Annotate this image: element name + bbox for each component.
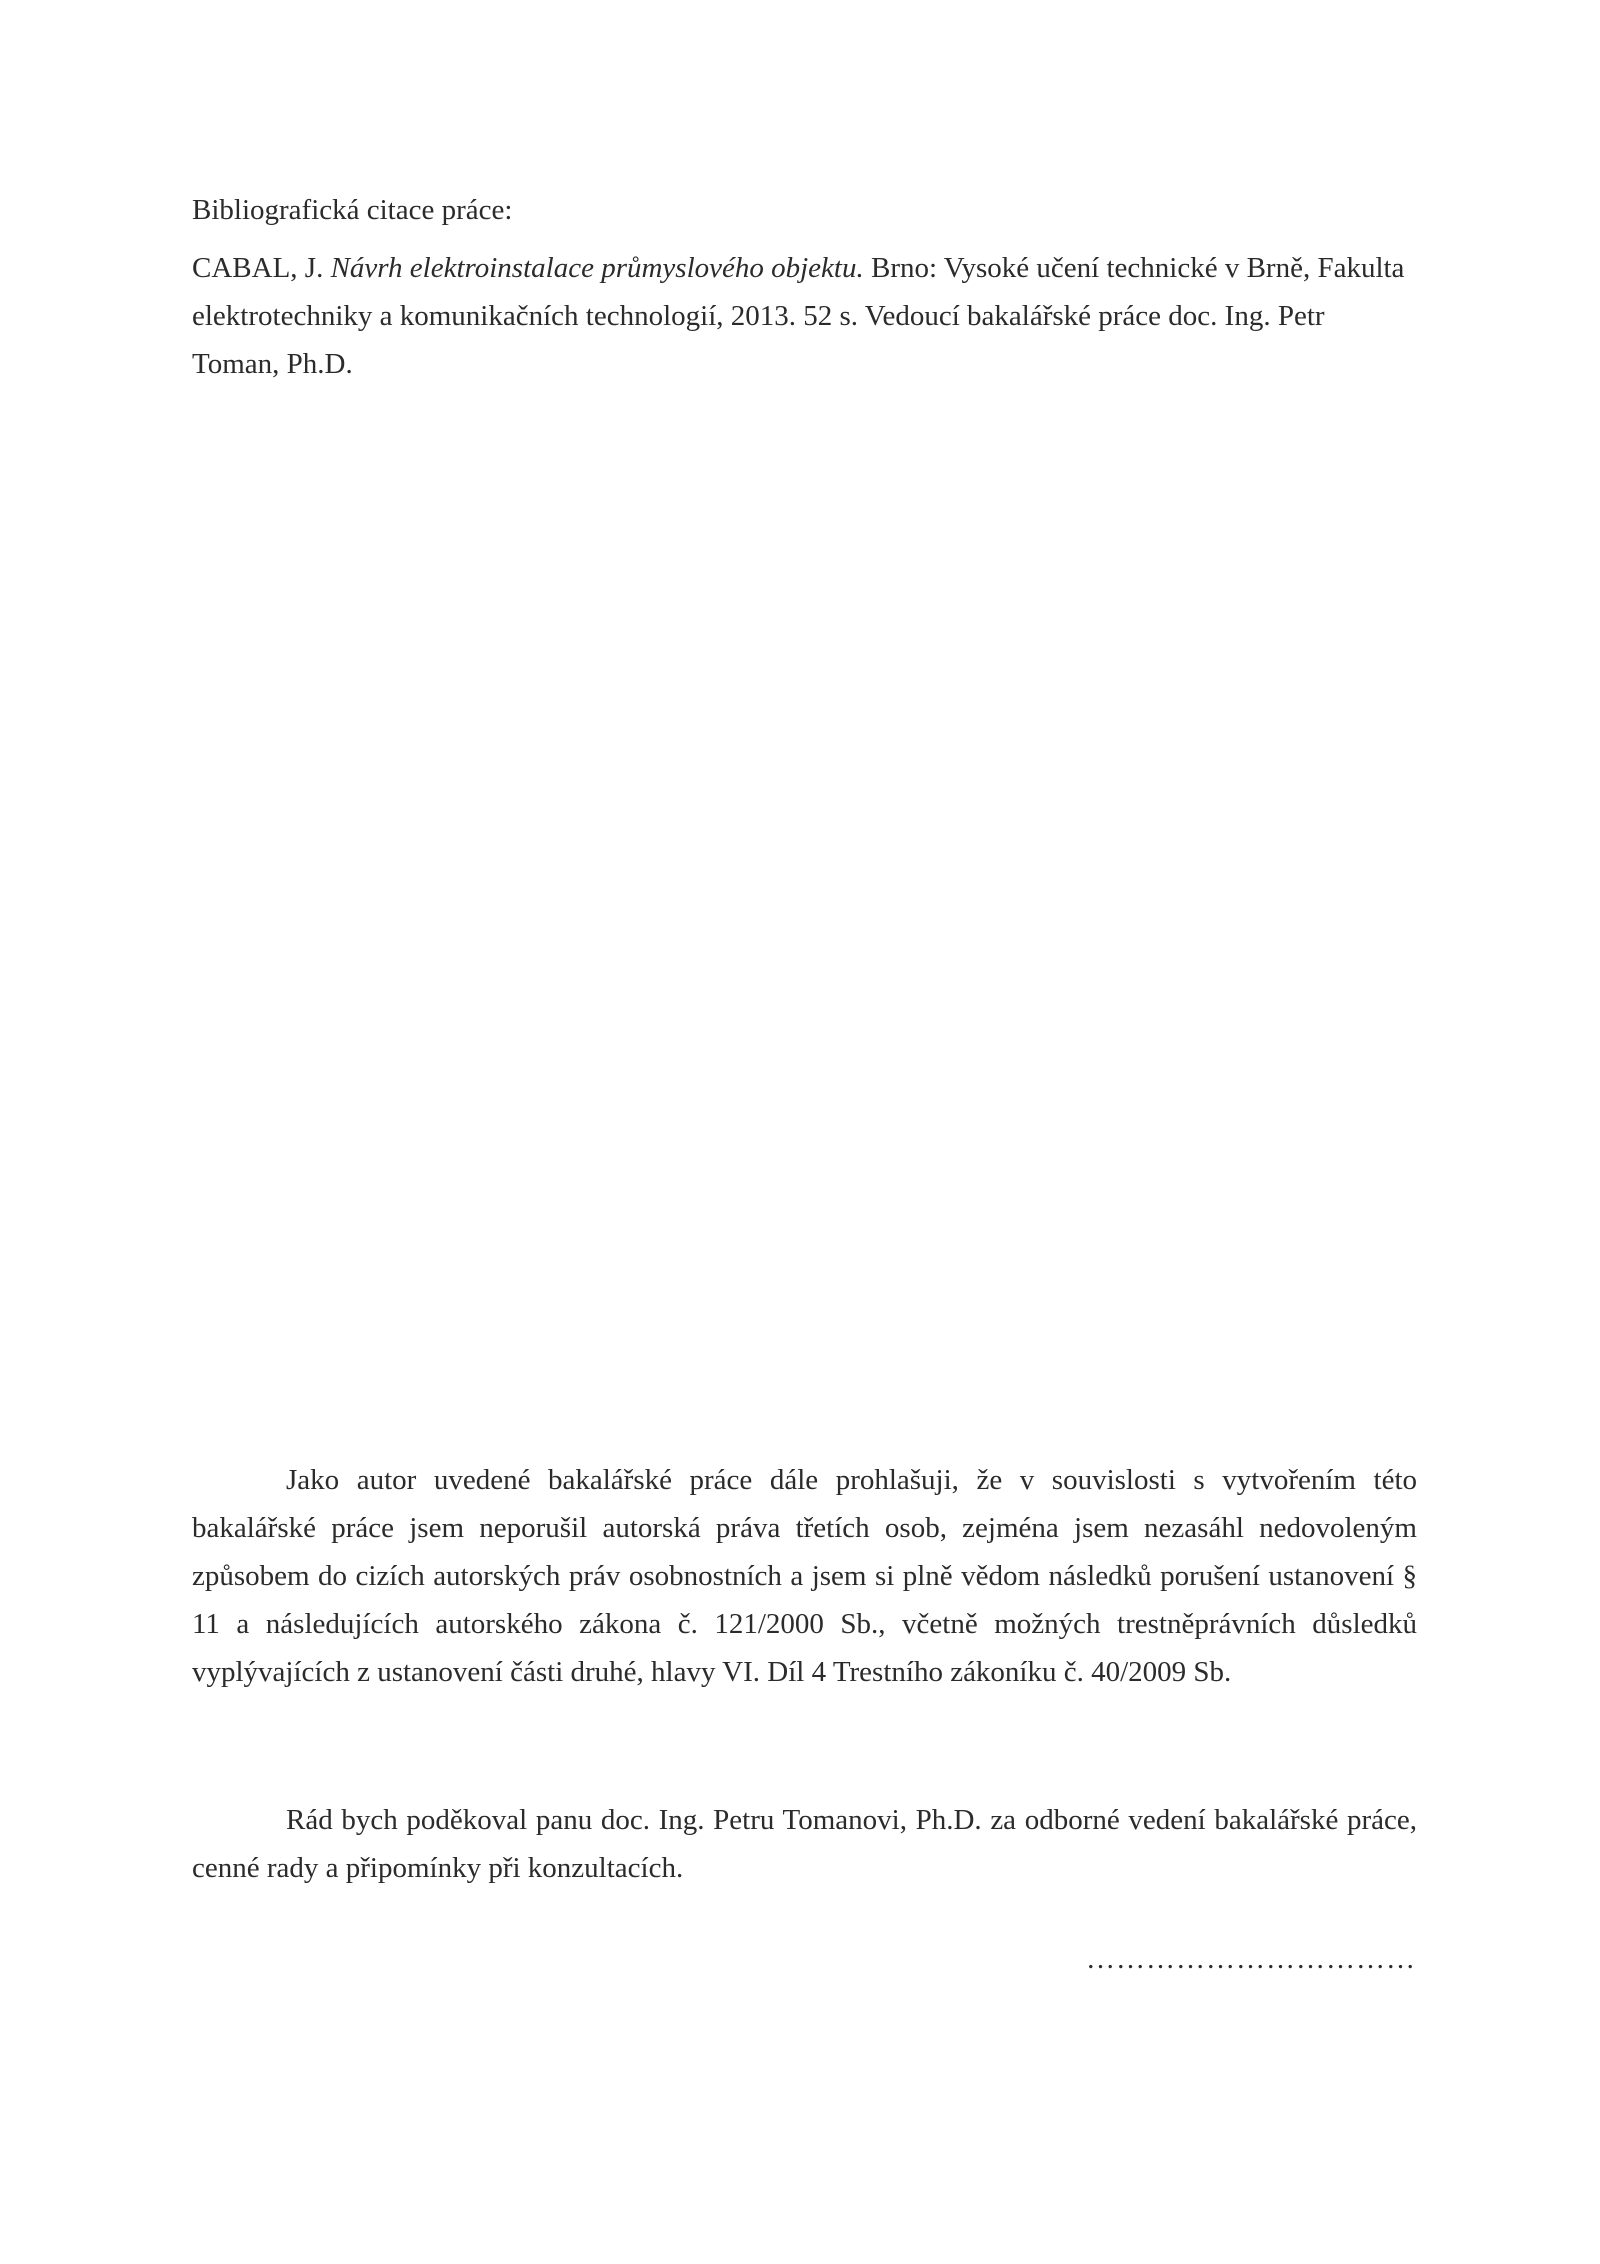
acknowledgement: Rád bych poděkoval panu doc. Ing. Petru Tomanovi, Ph.D. za odborné vedení bakalářské práce, cenné rady a připomínky při konzultacích. [192,1804,1417,1884]
citation-heading: Bibliografická citace práce: [192,194,513,226]
citation-text [192,244,1417,388]
citation-details: Brno: Vysoké učení technické v Brně, Fakulta elektrotechniky a komunikačních technologií, 2013. 52 s. Vedoucí bakalářské práce doc. Ing. Petr Toman, Ph.D. [192,252,1405,380]
citation-author: CABAL, J. [192,252,331,284]
citation-title: Návrh elektroinstalace průmyslového objektu. [330,252,864,284]
signature-line: …………………………… [1086,1943,1416,1975]
author-declaration: Jako autor uvedené bakalářské práce dále prohlašuji, že v souvislosti s vytvořením této bakalářské práce jsem neporušil autorská práva třetích osob, zejména jsem nezasáhl nedovoleným způsobem do cizích autorských práv osobnostních a jsem si plně vědom následků porušení ustanovení § 11 a následujících autorského zákona č. 121/2000 Sb., včetně možných trestněprávních důsledků vyplývajících z ustanovení části druhé, hlavy VI. Díl 4 Trestního zákoníku č. 40/2009 Sb. [192,1464,1417,1688]
